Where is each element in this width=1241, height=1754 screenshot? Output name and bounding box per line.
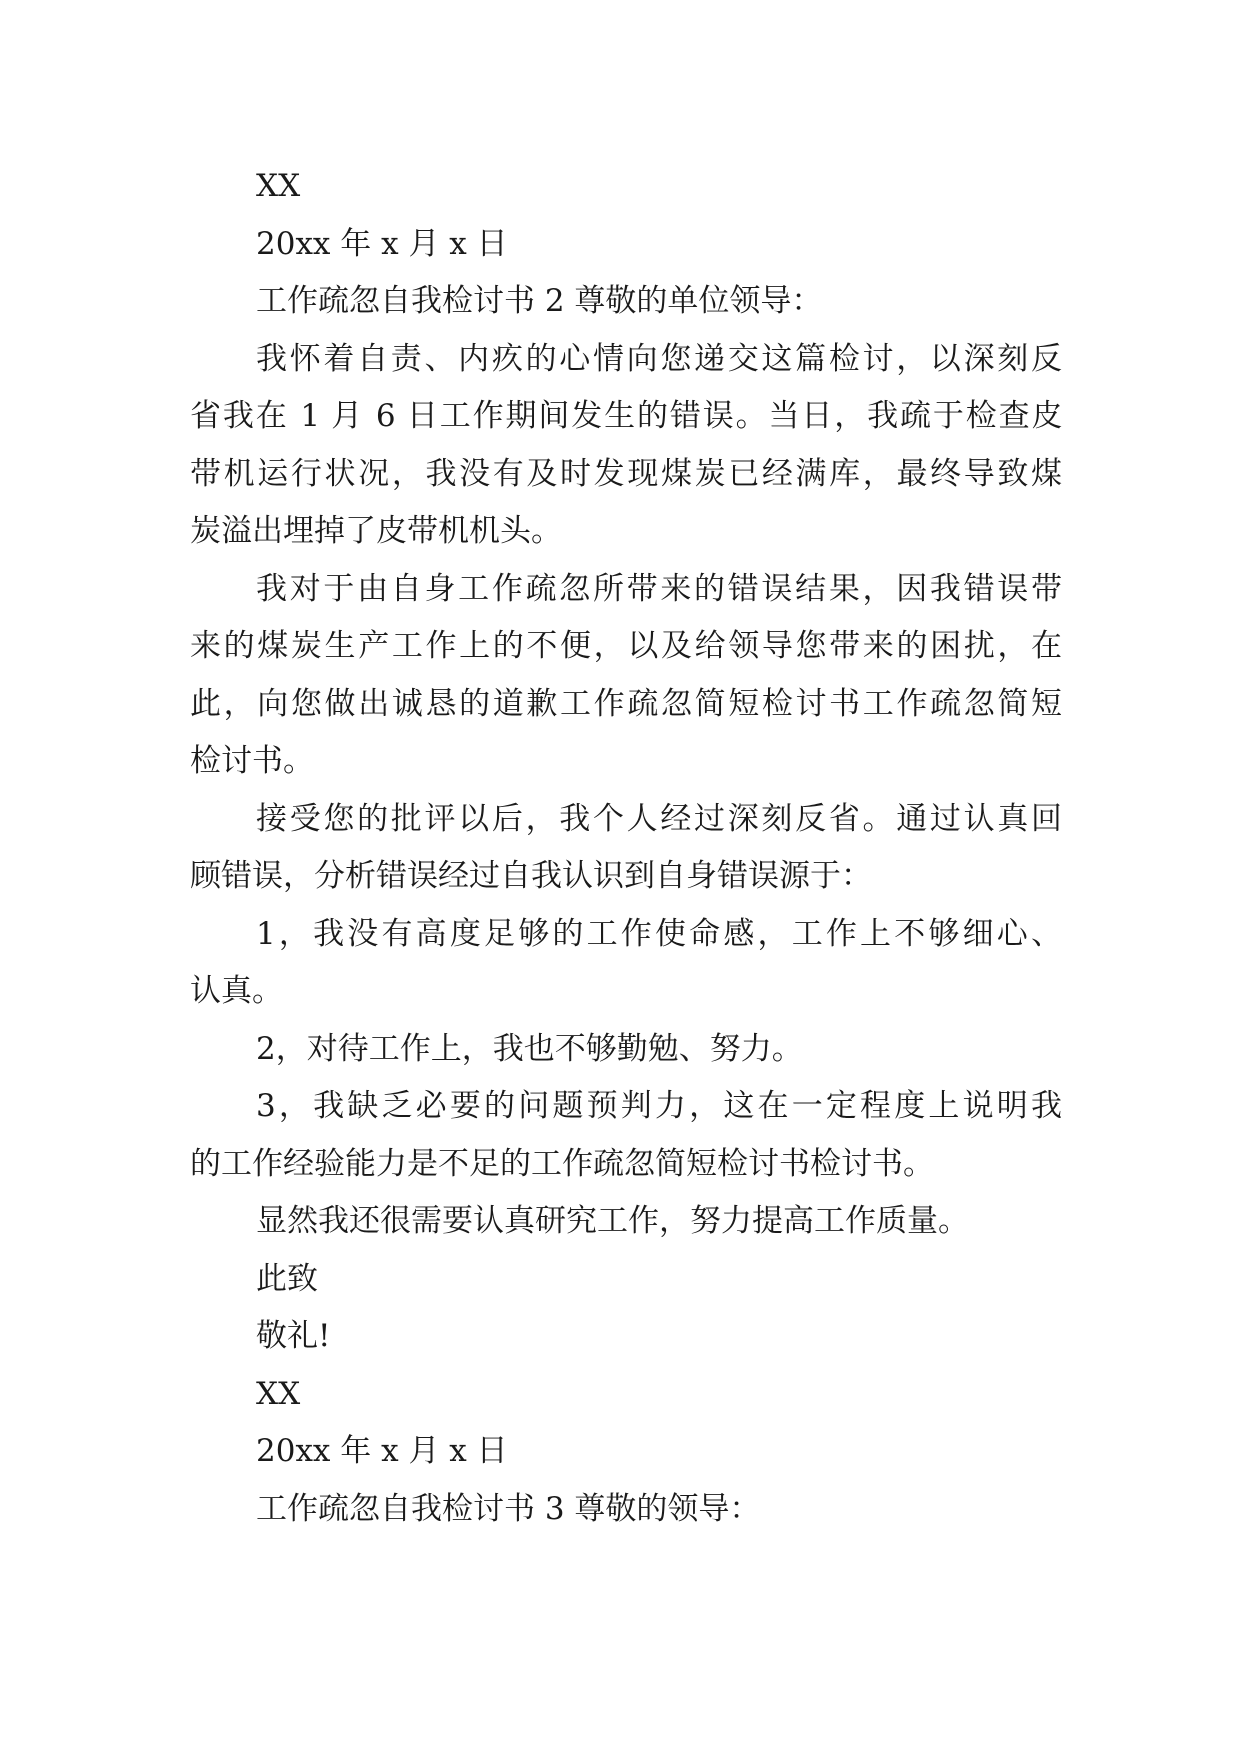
closing-salutation: 此致 (256, 1260, 318, 1297)
paragraph-line: 省我在 1 月 6 日工作期间发生的错误。当日，我疏于检查皮 (190, 398, 1062, 434)
paragraph-line: 我怀着自责、内疚的心情向您递交这篇检讨，以深刻反 (256, 340, 1062, 377)
paragraph-line: 带机运行状况，我没有及时发现煤炭已经满库，最终导致煤 (190, 455, 1062, 492)
paragraph-line: 显然我还很需要认真研究工作，努力提高工作质量。 (256, 1203, 969, 1239)
paragraph-line: 接受您的批评以后，我个人经过深刻反省。通过认真回 (256, 800, 1062, 837)
signature-name: XX (256, 168, 301, 204)
paragraph-line: 顾错误，分析错误经过自我认识到自身错误源于： (190, 858, 872, 894)
closing-regards: 敬礼! (256, 1318, 331, 1354)
paragraph-line: 此，向您做出诚恳的道歉工作疏忽简短检讨书工作疏忽简短 (190, 685, 1062, 722)
list-item-1-continued: 认真。 (190, 973, 283, 1009)
letter-2-heading: 工作疏忽自我检讨书 2 尊敬的单位领导： (256, 283, 823, 319)
letter-3-heading: 工作疏忽自我检讨书 3 尊敬的领导： (256, 1490, 761, 1527)
list-item-3: 3，我缺乏必要的问题预判力，这在一定程度上说明我 (256, 1088, 1062, 1124)
list-item-2: 2，对待工作上，我也不够勤勉、努力。 (256, 1030, 803, 1067)
paragraph-line: 我对于由自身工作疏忽所带来的错误结果，因我错误带 (256, 570, 1062, 607)
paragraph-line: 来的煤炭生产工作上的不便，以及给领导您带来的困扰，在 (190, 628, 1062, 664)
signature-date: 20xx 年 x 月 x 日 (256, 1433, 508, 1469)
paragraph-line: 检讨书。 (190, 743, 314, 779)
paragraph-line: 炭溢出埋掉了皮带机机头。 (190, 513, 562, 549)
signature-date: 20xx 年 x 月 x 日 (256, 225, 508, 262)
letter-body (190, 158, 1062, 1538)
list-item-3-continued: 的工作经验能力是不足的工作疏忽简短检讨书检讨书。 (190, 1145, 934, 1182)
list-item-1: 1，我没有高度足够的工作使命感，工作上不够细心、 (256, 915, 1062, 952)
signature-name: XX (256, 1375, 301, 1412)
